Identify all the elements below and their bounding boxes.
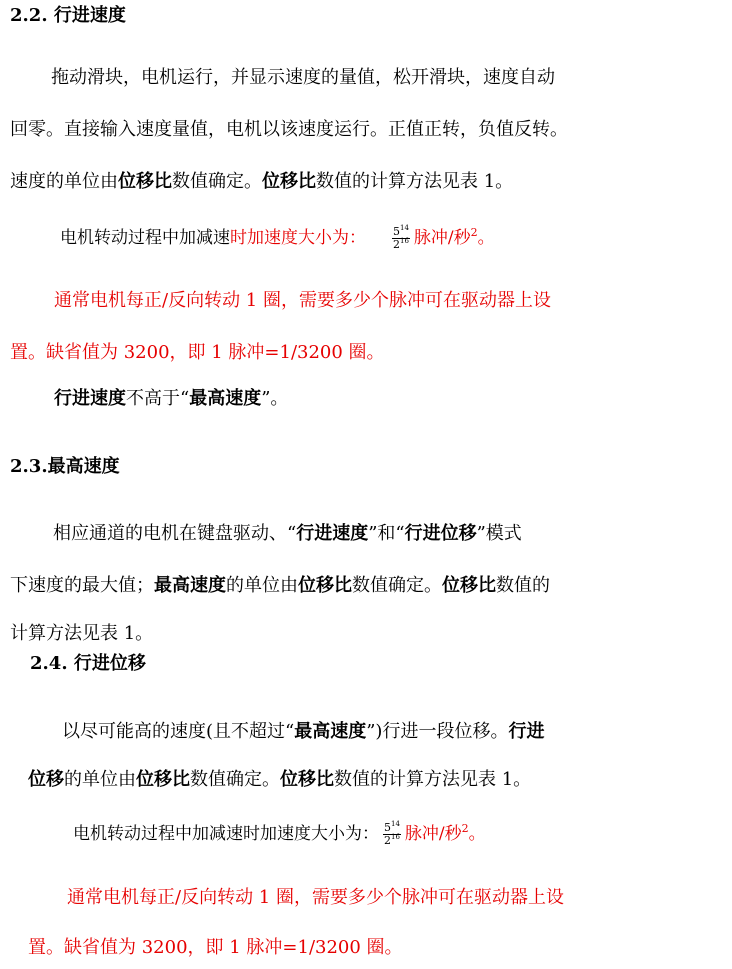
fraction-denominator-exponent: 16 [391, 833, 400, 841]
section-2-4-note-line-2: 置。缺省值为 3200，即 1 脉冲=1/3200 圈。 [28, 937, 403, 958]
text-run: 相应通道的电机在键盘驱动、“ [53, 523, 297, 544]
acceleration-fraction [383, 822, 401, 847]
bold-term-displacement-ratio: 位移比 [262, 171, 316, 192]
section-2-3-paragraph-line-3: 计算方法见表 1。 [10, 623, 154, 644]
acceleration-unit: 脉冲/秒 [404, 824, 462, 844]
section-2-2-acceleration-line [60, 226, 495, 251]
section-2-2-limit-line [54, 387, 288, 411]
bold-term-travel-displacement: 行进位移 [404, 523, 477, 544]
section-2-3-heading: 2.3.最高速度 [10, 456, 120, 477]
fraction-numerator-base: 5 [384, 821, 391, 834]
accel-prefix: 电机转动过程中加减速时加速度大小为： [73, 824, 379, 844]
section-2-4-paragraph-line-1 [62, 720, 544, 744]
text-run: 数值的计算方法见表 1。 [334, 769, 532, 790]
section-2-3-paragraph-line-1 [53, 522, 522, 546]
bold-term-displacement-ratio: 位移比 [298, 575, 352, 596]
accel-prefix: 电机转动过程中加减速 [60, 228, 230, 248]
bold-term-max-speed: 最高速度 [154, 575, 226, 596]
text-run: 数值的 [496, 575, 550, 596]
section-2-4-note-line-1: 通常电机每正/反向转动 1 圈，需要多少个脉冲可在驱动器上设 [67, 887, 564, 908]
bold-term-travel-speed: 行进速度 [54, 388, 126, 409]
acceleration-unit: 脉冲/秒 [413, 228, 471, 248]
fraction-denominator-exponent: 16 [400, 237, 409, 245]
acceleration-unit-end: 。 [477, 228, 495, 248]
fraction-numerator-exponent: 14 [391, 820, 400, 828]
section-2-4-acceleration-line [73, 822, 486, 847]
text-run: 数值确定。 [172, 171, 262, 192]
bold-term-displacement: 位移 [28, 769, 64, 790]
bold-term-travel: 行进 [508, 721, 545, 742]
section-2-4-heading: 2.4. 行进位移 [30, 653, 146, 674]
section-2-2-note-line-1: 通常电机每正/反向转动 1 圈，需要多少个脉冲可在驱动器上设 [54, 290, 551, 311]
text-run: ”)行进一段位移。 [366, 721, 509, 742]
bold-term-displacement-ratio: 位移比 [280, 769, 334, 790]
bold-term-max-speed: 最高速度 [189, 388, 262, 409]
fraction-denominator-base: 2 [384, 834, 391, 847]
section-2-2-paragraph-line-3 [10, 170, 513, 194]
fraction-numerator-base: 5 [393, 225, 400, 238]
bold-term-max-speed: 最高速度 [294, 721, 367, 742]
text-run: 的单位由 [226, 575, 298, 596]
bold-term-displacement-ratio: 位移比 [442, 575, 496, 596]
text-run: 速度的单位由 [10, 171, 118, 192]
text-run: ”。 [261, 388, 289, 409]
acceleration-unit-exponent: 2 [461, 822, 469, 835]
section-2-2-paragraph-line-2: 回零。直接输入速度量值，电机以该速度运行。正值正转，负值反转。 [10, 119, 568, 140]
accel-prefix-highlight: 时加速度大小为： [230, 228, 366, 248]
fraction-denominator-base: 2 [393, 238, 400, 251]
text-run: ”模式 [476, 523, 522, 544]
bold-term-displacement-ratio: 位移比 [136, 769, 190, 790]
text-run: ”和“ [368, 523, 405, 544]
acceleration-unit-end: 。 [468, 824, 486, 844]
text-run: 数值确定。 [352, 575, 442, 596]
acceleration-fraction [392, 226, 410, 251]
text-run: 不高于“ [126, 388, 190, 409]
section-2-2-heading: 2.2. 行进速度 [10, 5, 126, 26]
section-2-3-paragraph-line-2 [10, 574, 550, 598]
section-2-2-paragraph-line-1: 拖动滑块，电机运行，并显示速度的量值，松开滑块，速度自动 [51, 67, 555, 88]
bold-term-displacement-ratio: 位移比 [118, 171, 172, 192]
fraction-numerator-exponent: 14 [400, 224, 409, 232]
text-run: 数值确定。 [190, 769, 280, 790]
section-2-2-note-line-2: 置。缺省值为 3200，即 1 脉冲=1/3200 圈。 [10, 342, 385, 363]
text-run: 的单位由 [64, 769, 136, 790]
text-run: 下速度的最大值； [10, 575, 154, 596]
section-2-4-paragraph-line-2 [28, 768, 531, 792]
bold-term-travel-speed: 行进速度 [296, 523, 369, 544]
text-run: 数值的计算方法见表 1。 [316, 171, 514, 192]
acceleration-unit-exponent: 2 [470, 226, 478, 239]
text-run: 以尽可能高的速度(且不超过“ [62, 721, 295, 742]
